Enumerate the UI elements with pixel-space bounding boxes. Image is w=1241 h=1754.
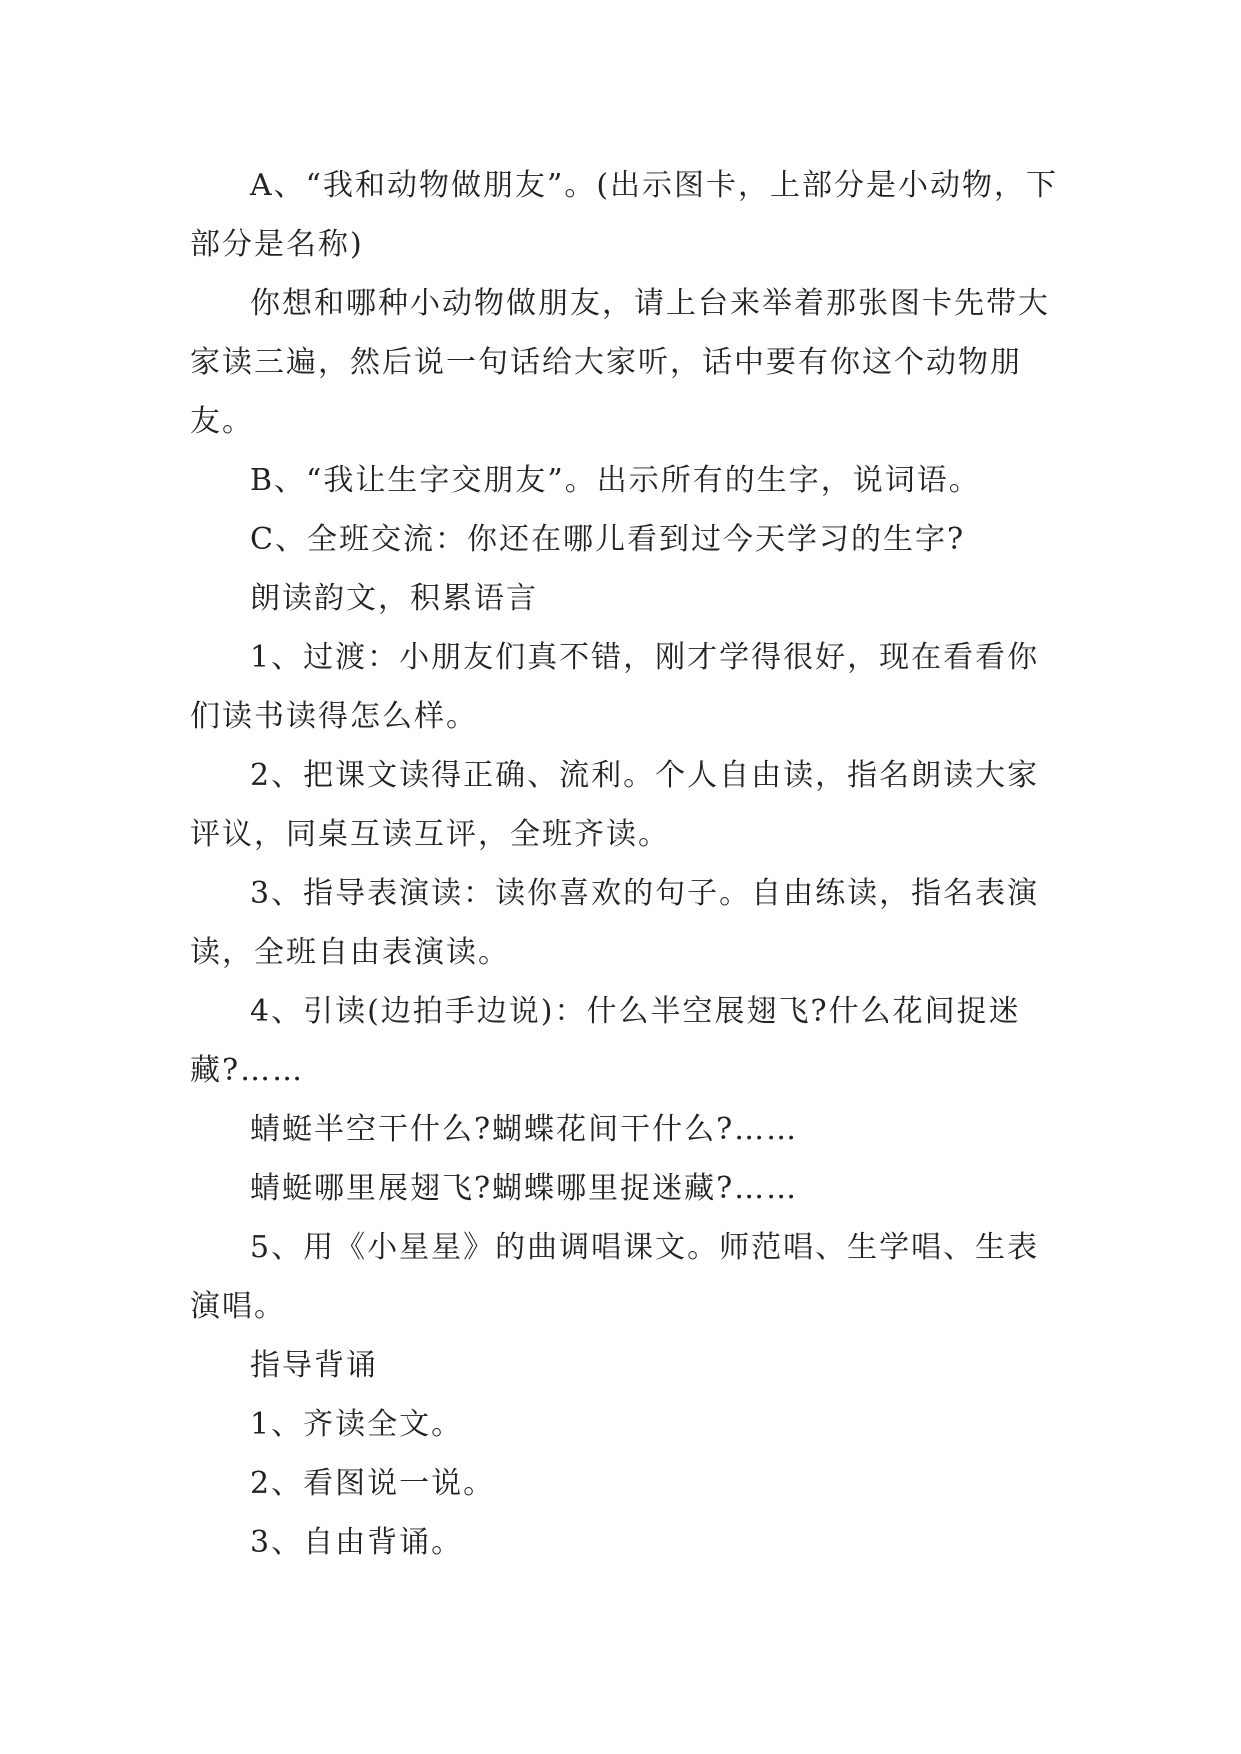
paragraph: A、“我和动物做朋友”。(出示图卡，上部分是小动物，下部分是名称) bbox=[190, 168, 1059, 262]
paragraph: 3、自由背诵。 bbox=[250, 1525, 464, 1560]
paragraph: 你想和哪种小动物做朋友，请上台来举着那张图卡先带大家读三遍，然后说一句话给大家听，话中要有你这个动物朋友。 bbox=[190, 286, 1050, 439]
paragraph: 蜻蜓半空干什么?蝴蝶花间干什么?…… bbox=[250, 1112, 799, 1147]
paragraph: 1、齐读全文。 bbox=[250, 1407, 464, 1442]
paragraph: 2、看图说一说。 bbox=[250, 1466, 496, 1501]
paragraph: 1、过渡：小朋友们真不错，刚才学得很好，现在看看你们读书读得怎么样。 bbox=[190, 640, 1040, 734]
paragraph: 4、引读(边拍手边说)：什么半空展翅飞?什么花间捉迷藏?…… bbox=[190, 994, 1021, 1088]
paragraph: 3、指导表演读：读你喜欢的句子。自由练读，指名表演读，全班自由表演读。 bbox=[190, 876, 1040, 970]
section-heading: 指导背诵 bbox=[250, 1348, 378, 1383]
paragraph: 蜻蜓哪里展翅飞?蝴蝶哪里捉迷藏?…… bbox=[250, 1171, 799, 1206]
paragraph: B、“我让生字交朋友”。出示所有的生字，说词语。 bbox=[250, 463, 981, 498]
document-body bbox=[190, 156, 1062, 1572]
section-heading: 朗读韵文，积累语言 bbox=[250, 581, 538, 616]
paragraph: C、全班交流：你还在哪儿看到过今天学习的生字? bbox=[250, 522, 966, 557]
paragraph: 2、把课文读得正确、流利。个人自由读，指名朗读大家评议，同桌互读互评，全班齐读。 bbox=[190, 758, 1040, 852]
paragraph: 5、用《小星星》的曲调唱课文。师范唱、生学唱、生表演唱。 bbox=[190, 1230, 1040, 1324]
